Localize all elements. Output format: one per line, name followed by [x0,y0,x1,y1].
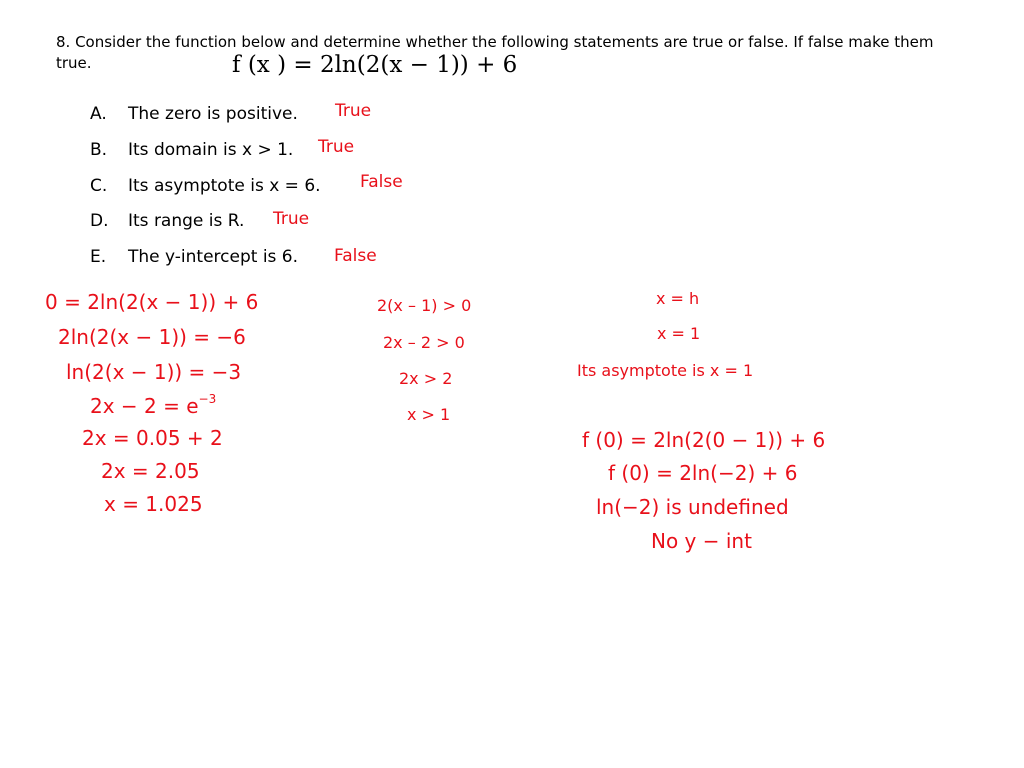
statement-letter: E. [90,247,107,267]
domain-work-step: 2x > 2 [399,369,453,388]
statement-answer: True [335,101,372,121]
statement-letter: A. [90,104,107,124]
zero-work-step: 2ln(2(x − 1)) = −6 [58,325,246,349]
statement-answer: False [334,246,377,266]
statement-answer: False [360,172,403,192]
statement-text: Its domain is x > 1. [128,140,294,160]
statement-letter: C. [90,176,108,196]
function-definition: f (x ) = 2ln(2(x − 1)) + 6 [232,52,518,78]
exponent: −3 [198,392,217,407]
statement-answer: True [318,137,355,157]
intercept-work-step: No y − int [651,529,752,553]
domain-work-step: 2(x – 1) > 0 [377,296,472,315]
zero-work-step: 2x = 2.05 [101,459,200,483]
statement-letter: B. [90,140,108,160]
zero-work-step: 2x = 0.05 + 2 [82,426,223,450]
intercept-work-step: ln(−2) is undefined [596,495,789,519]
zero-work-step: $2x - 2 = e^{-3}$ [90,392,217,418]
zero-work-step: 0 = 2ln(2(x − 1)) + 6 [45,290,259,314]
asymptote-work-step: x = h [656,289,700,308]
statement-answer: True [273,209,310,229]
zero-work-step: ln(2(x − 1)) = −3 [66,360,242,384]
statement-text: Its range is R. [128,211,245,231]
statement-letter: D. [90,211,109,231]
domain-work-step: x > 1 [407,405,451,424]
asymptote-work-step: Its asymptote is x = 1 [577,361,754,380]
statement-text: Its asymptote is x = 6. [128,176,321,196]
problem-prompt: 8. Consider the function below and determine whether the following statements are true or false. If false make them true. [56,33,934,72]
asymptote-work-step: x = 1 [657,324,701,343]
intercept-work-step: f (0) = 2ln(2(0 − 1)) + 6 [582,428,826,452]
intercept-work-step: f (0) = 2ln(−2) + 6 [608,461,798,485]
statement-text: The y-intercept is 6. [128,247,299,267]
domain-work-step: 2x – 2 > 0 [383,333,465,352]
statement-text: The zero is positive. [128,104,298,124]
zero-work-step: x = 1.025 [104,492,203,516]
